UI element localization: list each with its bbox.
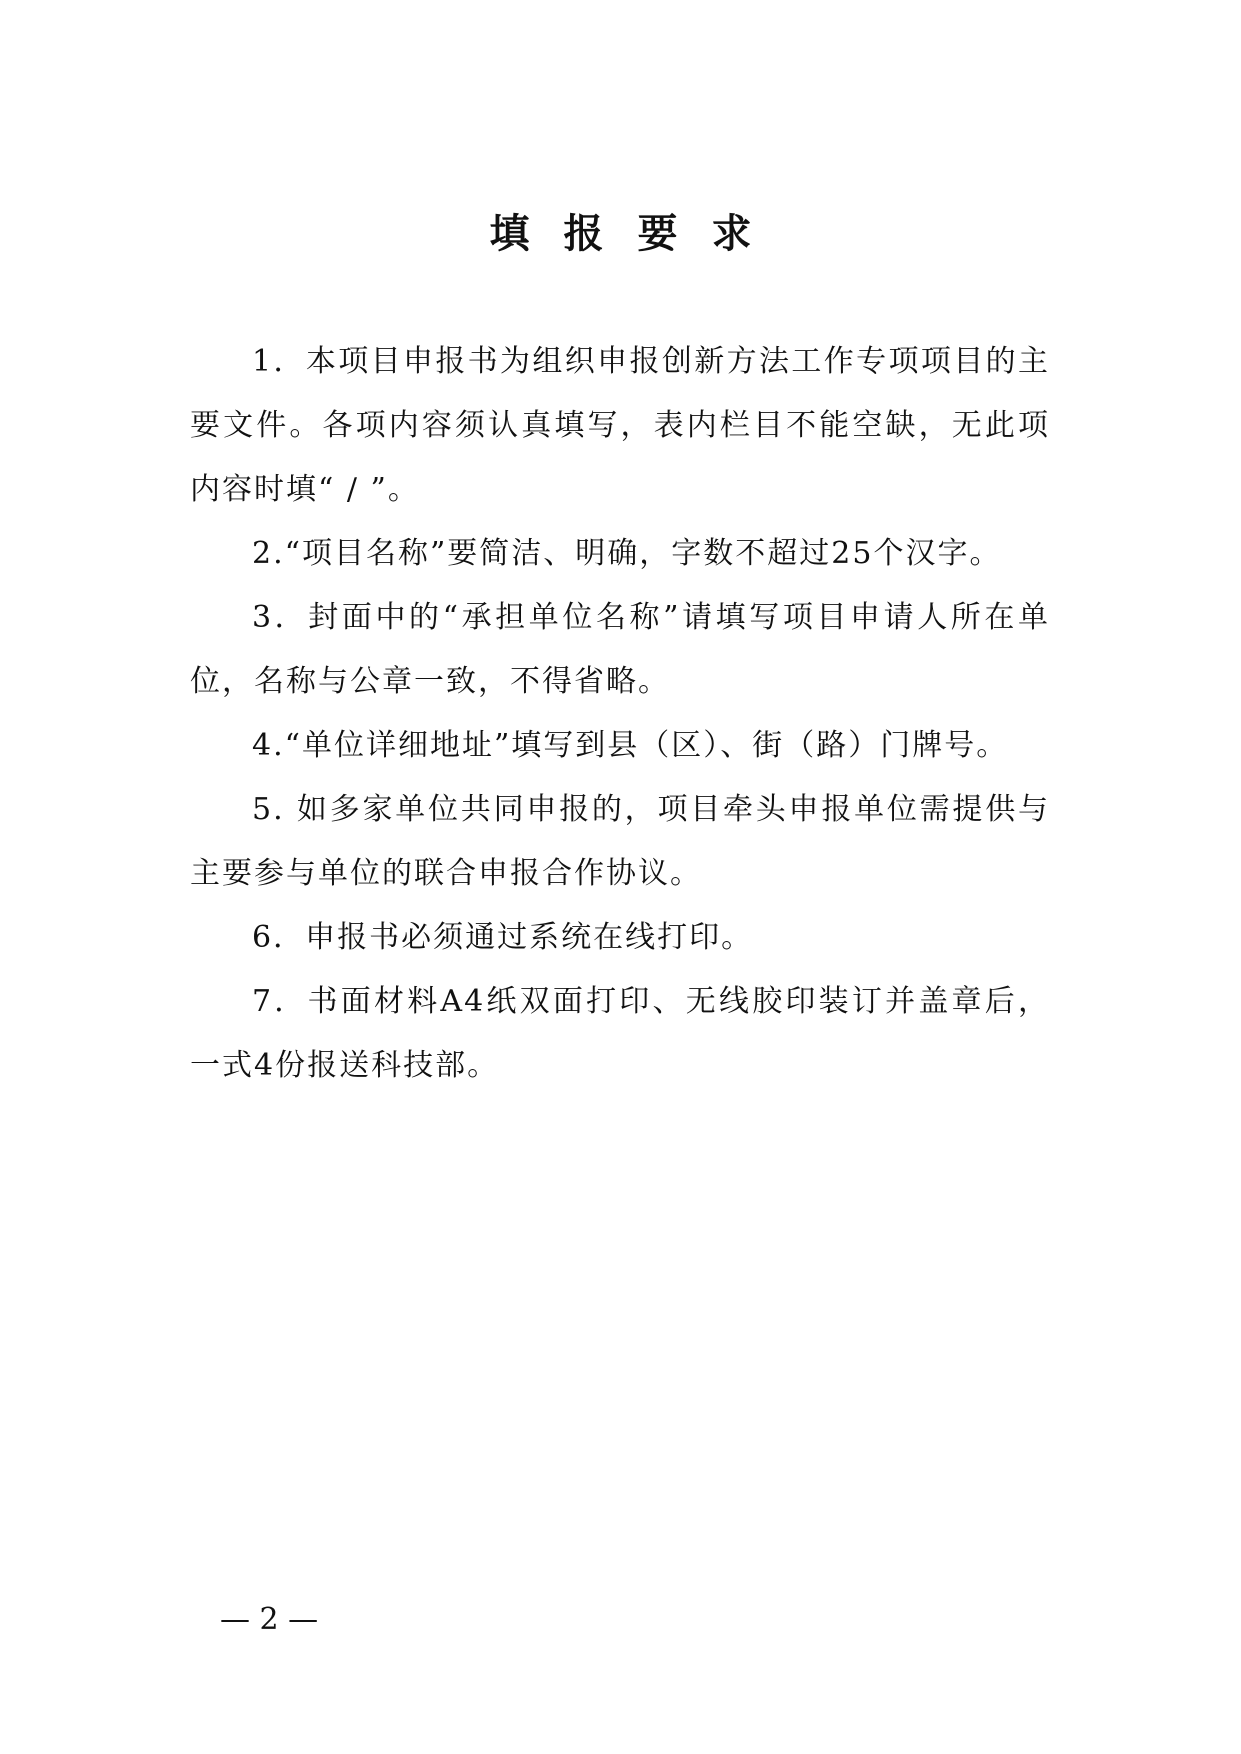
page-number: — 2 — [220,1602,319,1637]
requirement-item-5: 5. 如多家单位共同申报的，项目牵头申报单位需提供与主要参与单位的联合申报合作协议。 [190,792,1050,891]
requirement-item-3: 3．封面中的“承担单位名称”请填写项目申请人所在单位，名称与公章一致，不得省略。 [190,600,1050,699]
requirement-item-7: 7．书面材料A4纸双面打印、无线胶印装订并盖章后，一式4份报送科技部。 [190,984,1050,1083]
requirement-item-1: 1．本项目申报书为组织申报创新方法工作专项项目的主要文件。各项内容须认真填写，表内栏目不能空缺，无此项内容时填“ / ”。 [190,344,1050,507]
requirement-item-2: 2.“项目名称”要简洁、明确，字数不超过25个汉字。 [252,536,1002,571]
requirement-item-4: 4.“单位详细地址”填写到县（区）、街（路）门牌号。 [252,728,1009,763]
requirements-list [190,330,1050,1098]
page-title: 填报要求 [489,210,786,257]
requirement-item-6: 6．申报书必须通过系统在线打印。 [252,920,754,955]
